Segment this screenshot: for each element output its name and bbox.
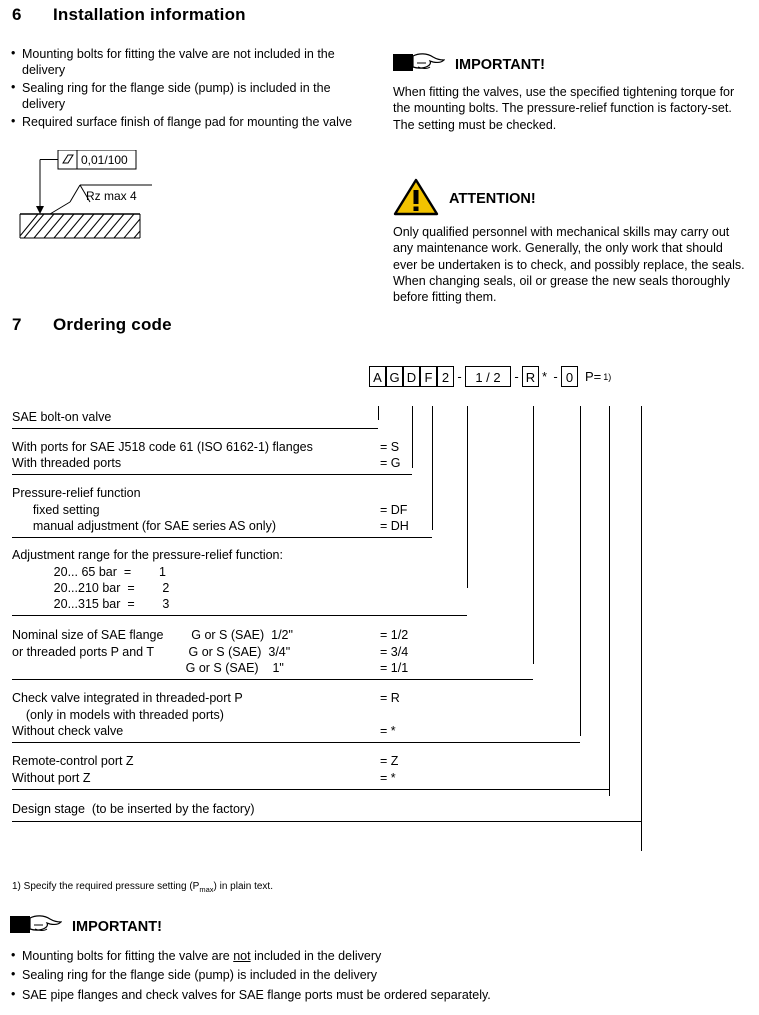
connector — [641, 406, 642, 851]
table-row-label: Without check valve — [12, 724, 124, 738]
important-note-top — [393, 50, 749, 133]
table-row-label: manual adjustment (for SAE series AS only) — [12, 519, 277, 533]
table-row-label: Adjustment range for the pressure-relief function: — [12, 548, 283, 562]
list-item: • Sealing ring for the flange side (pump) is included in the delivery — [10, 81, 365, 113]
table-row-label: Design stage (to be inserted by the factory) — [12, 802, 255, 816]
table-row-value: = G — [380, 456, 401, 470]
code-tail-label: P= — [585, 369, 602, 384]
svg-text:0,01/100: 0,01/100 — [81, 153, 128, 167]
code-separator-3: * — [541, 369, 548, 384]
important-note-bottom — [10, 912, 730, 941]
pointing-hand-icon — [10, 912, 62, 941]
code-box-1: A — [369, 366, 386, 387]
connector — [580, 406, 581, 736]
table-row-label: 20...315 bar = 3 — [12, 597, 170, 611]
table-row-label: 20...210 bar = 2 — [12, 581, 170, 595]
code-separator-2: - — [514, 369, 519, 384]
table-row-value: = 1/1 — [380, 661, 409, 675]
table-row-label: SAE bolt-on valve — [12, 410, 112, 424]
rule — [12, 821, 641, 822]
code-box-2: G — [386, 366, 403, 387]
important-title: IMPORTANT! — [455, 56, 545, 73]
table-row-label: fixed setting — [12, 503, 100, 517]
connector — [412, 406, 413, 468]
section-7-number: 7 — [12, 315, 22, 334]
code-box-8: 0 — [561, 366, 578, 387]
table-row-label: Without port Z — [12, 771, 91, 785]
important-title: IMPORTANT! — [72, 918, 162, 935]
code-tail-footnote-marker: 1) — [603, 371, 612, 382]
code-box-7: R — [522, 366, 539, 387]
important-body: When fitting the valves, use the specified tightening torque for the mounting bolts. The pressure-relief function is factory-set. The setting must be checked. — [393, 85, 735, 132]
table-row-label: Pressure-relief function — [12, 486, 141, 500]
installation-bullet-list — [10, 47, 365, 132]
rule — [12, 789, 609, 790]
section-6-title: Installation information — [53, 5, 246, 24]
list-item: • SAE pipe flanges and check valves for SAE flange ports must be ordered separately. — [10, 987, 730, 1003]
table-row-value: = Z — [380, 754, 399, 768]
connector — [378, 406, 379, 420]
list-item: • Mounting bolts for fitting the valve are not included in the delivery — [10, 47, 365, 79]
table-row-label: Remote-control port Z — [12, 754, 134, 768]
table-row-value: = DF — [380, 503, 408, 517]
list-item: • Required surface finish of flange pad for mounting the valve — [10, 115, 365, 131]
connector — [432, 406, 433, 530]
svg-text:Rz max 4: Rz max 4 — [86, 189, 137, 203]
code-box-5: 2 — [437, 366, 454, 387]
table-row-value: = DH — [380, 519, 409, 533]
table-row-value: = * — [380, 724, 396, 738]
surface-finish-drawing — [10, 150, 360, 260]
code-separator-1: - — [457, 369, 462, 384]
table-row-label: Nominal size of SAE flange G or S (SAE) 1/2" — [12, 628, 293, 642]
rule — [12, 474, 412, 475]
important-bottom-list — [10, 948, 730, 1006]
warning-triangle-icon — [393, 178, 439, 219]
table-row-value: = * — [380, 771, 396, 785]
rule — [12, 742, 580, 743]
table-row-value: = S — [380, 440, 400, 454]
rule — [12, 428, 378, 429]
table-row-value: = 1/2 — [380, 628, 409, 642]
table-row-label: (only in models with threaded ports) — [12, 708, 224, 722]
attention-body: Only qualified personnel with mechanical skills may carry out any maintenance work. Generally, the only work that should ever be undertaken is to check, and possibly replace, the seals. When changing seals, oil or grease the new seals thoroughly before fitting them. — [393, 225, 745, 304]
list-item: • Mounting bolts for fitting the valve are not included in the delivery — [10, 948, 730, 964]
table-row-label: 20... 65 bar = 1 — [12, 565, 166, 579]
connector — [467, 406, 468, 588]
table-row-label: With ports for SAE J518 code 61 (ISO 6162-1) flanges — [12, 440, 313, 454]
rule — [12, 537, 432, 538]
section-6-number: 6 — [12, 5, 22, 24]
code-box-4: F — [420, 366, 437, 387]
table-row-value: = 3/4 — [380, 645, 409, 659]
code-separator-4: - — [553, 369, 558, 384]
table-row-value: = R — [380, 691, 400, 705]
connector — [609, 406, 610, 796]
code-box-3: D — [403, 366, 420, 387]
section-7-title: Ordering code — [53, 315, 172, 334]
table-row-label: With threaded ports — [12, 456, 122, 470]
table-row-label: or threaded ports P and T G or S (SAE) 3/4" — [12, 645, 291, 659]
connector — [533, 406, 534, 664]
rule — [12, 679, 533, 680]
ordering-footnote: 1) Specify the required pressure setting $(P_{max})$ in plain text. — [12, 881, 273, 894]
list-item: • Sealing ring for the flange side (pump) is included in the delivery — [10, 967, 730, 983]
attention-title: ATTENTION! — [449, 190, 536, 207]
rule — [12, 615, 467, 616]
code-box-6: 1 / 2 — [465, 366, 511, 387]
table-row-label: Check valve integrated in threaded-port P — [12, 691, 243, 705]
ordering-code-row — [369, 366, 611, 387]
pointing-hand-icon — [393, 50, 445, 79]
attention-note — [393, 178, 749, 305]
table-row-label: G or S (SAE) 1" — [12, 661, 284, 675]
